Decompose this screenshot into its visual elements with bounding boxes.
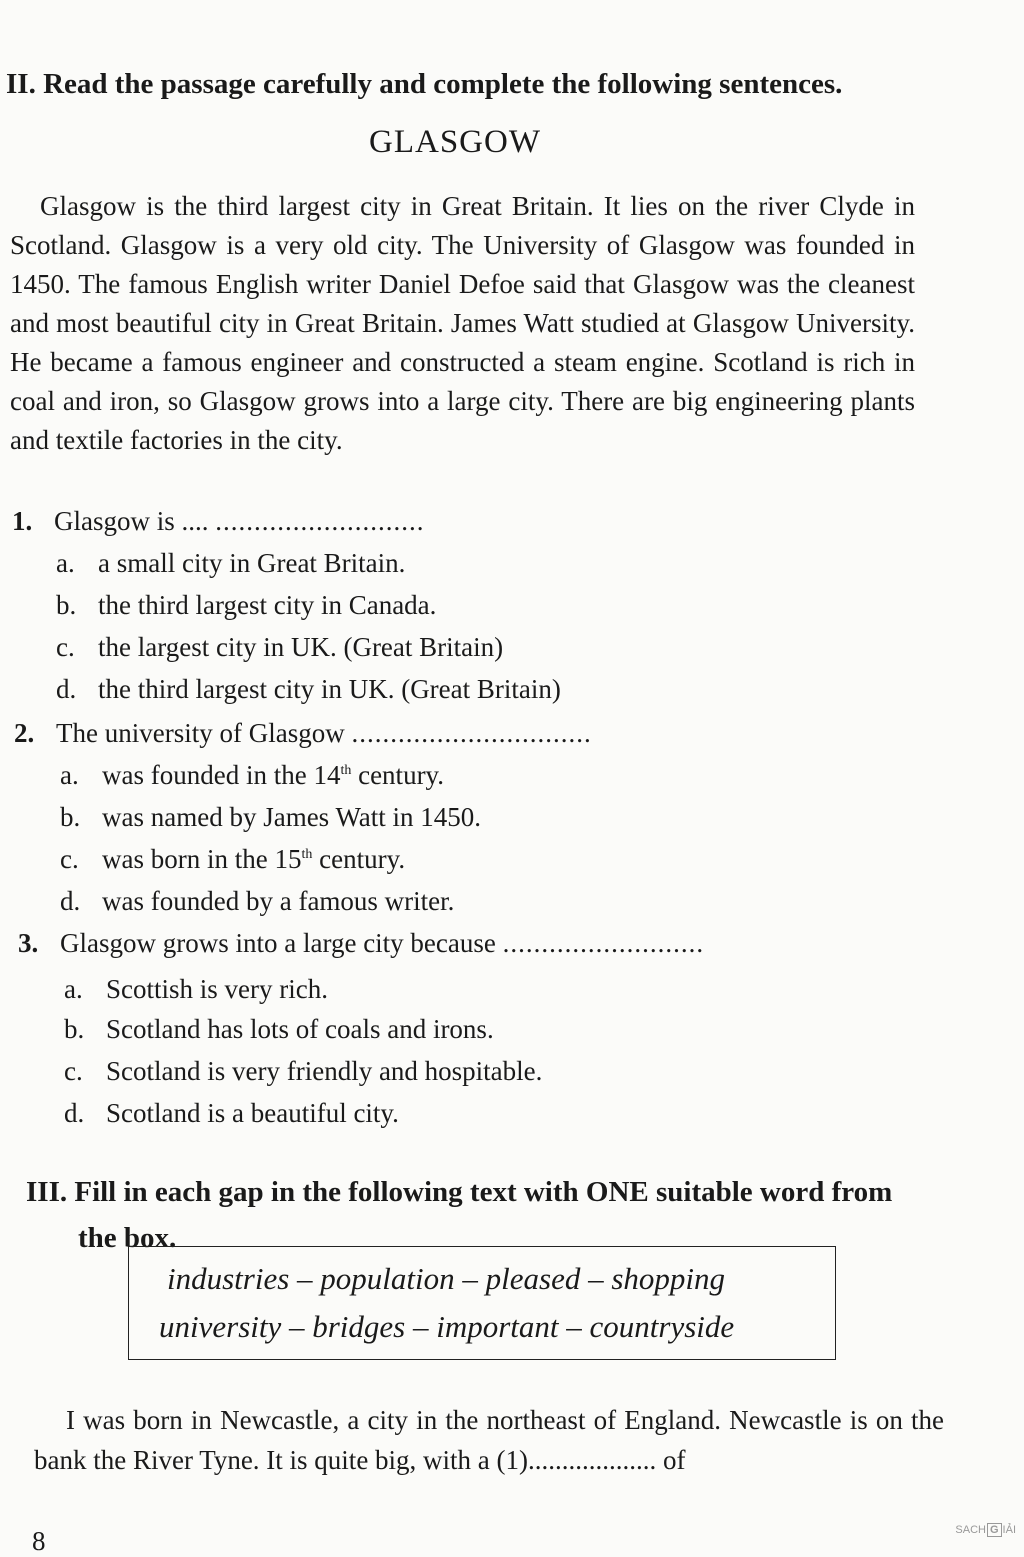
option-2b: b. was named by James Watt in 1450. (60, 802, 482, 832)
page-number: 8 (32, 1526, 46, 1556)
option-1a: a. a small city in Great Britain. (56, 548, 406, 578)
question-1 (12, 506, 425, 537)
question-stem: The university of Glasgow (56, 718, 345, 748)
publisher-logo: SACH G IẢI (955, 1524, 1016, 1536)
option-2a: a. was founded in the 14th century. (60, 760, 445, 790)
question-number: 2. (14, 718, 35, 748)
option-3c: c. Scotland is very friendly and hospitable. (64, 1056, 543, 1086)
question-2 (14, 718, 592, 749)
question-3 (18, 928, 704, 959)
word-box-row-2: university – bridges – important – countryside (159, 1309, 735, 1344)
section-3-heading: III. Fill in each gap in the following text with ONE suitable word from (26, 1176, 893, 1208)
answer-blank: .......................... (502, 928, 705, 958)
passage-title: GLASGOW (369, 124, 541, 160)
question-number: 3. (18, 928, 39, 958)
option-1b: b. the third largest city in Canada. (56, 590, 437, 620)
question-stem: Glasgow grows into a large city because (60, 928, 496, 958)
passage-text: Glasgow is the third largest city in Great Britain. It lies on the river Clyde in Scotland. Glasgow is a very old city. The University of Glasgow was founded in 1450. The famous English writer Daniel Defoe said that Glasgow was the cleanest and most beautiful city in Great Britain. James Watt studied at Glasgow University. He became a famous engineer and constructed a steam engine. Scotland is rich in coal and iron, so Glasgow grows into a large city. There are big engineering plants and textile factories in the city. (10, 191, 915, 455)
answer-blank: ........................... (215, 506, 425, 536)
option-2c: c. was born in the 15th century. (60, 844, 406, 874)
option-1d: d. the third largest city in UK. (Great Britain) (56, 674, 561, 704)
fill-gap-passage: I was born in Newcastle, a city in the northeast of England. Newcastle is on the bank the River Tyne. It is quite big, with a (1)................... of (34, 1405, 944, 1475)
question-stem: Glasgow is .... (54, 506, 209, 536)
option-3d: d. Scotland is a beautiful city. (64, 1098, 399, 1128)
option-3a: a. Scottish is very rich. (64, 974, 328, 1004)
answer-blank: ............................... (351, 718, 592, 748)
question-number: 1. (12, 506, 33, 536)
section-3-heading-cont: the box. (78, 1222, 177, 1254)
word-box (128, 1246, 836, 1360)
option-1c: c. the largest city in UK. (Great Britain) (56, 632, 504, 662)
section-2-heading: II. Read the passage carefully and complete the following sentences. (6, 68, 843, 100)
option-3b: b. Scotland has lots of coals and irons. (64, 1014, 494, 1044)
word-box-row-1: industries – population – pleased – shopping (167, 1261, 725, 1296)
option-2d: d. was founded by a famous writer. (60, 886, 455, 916)
